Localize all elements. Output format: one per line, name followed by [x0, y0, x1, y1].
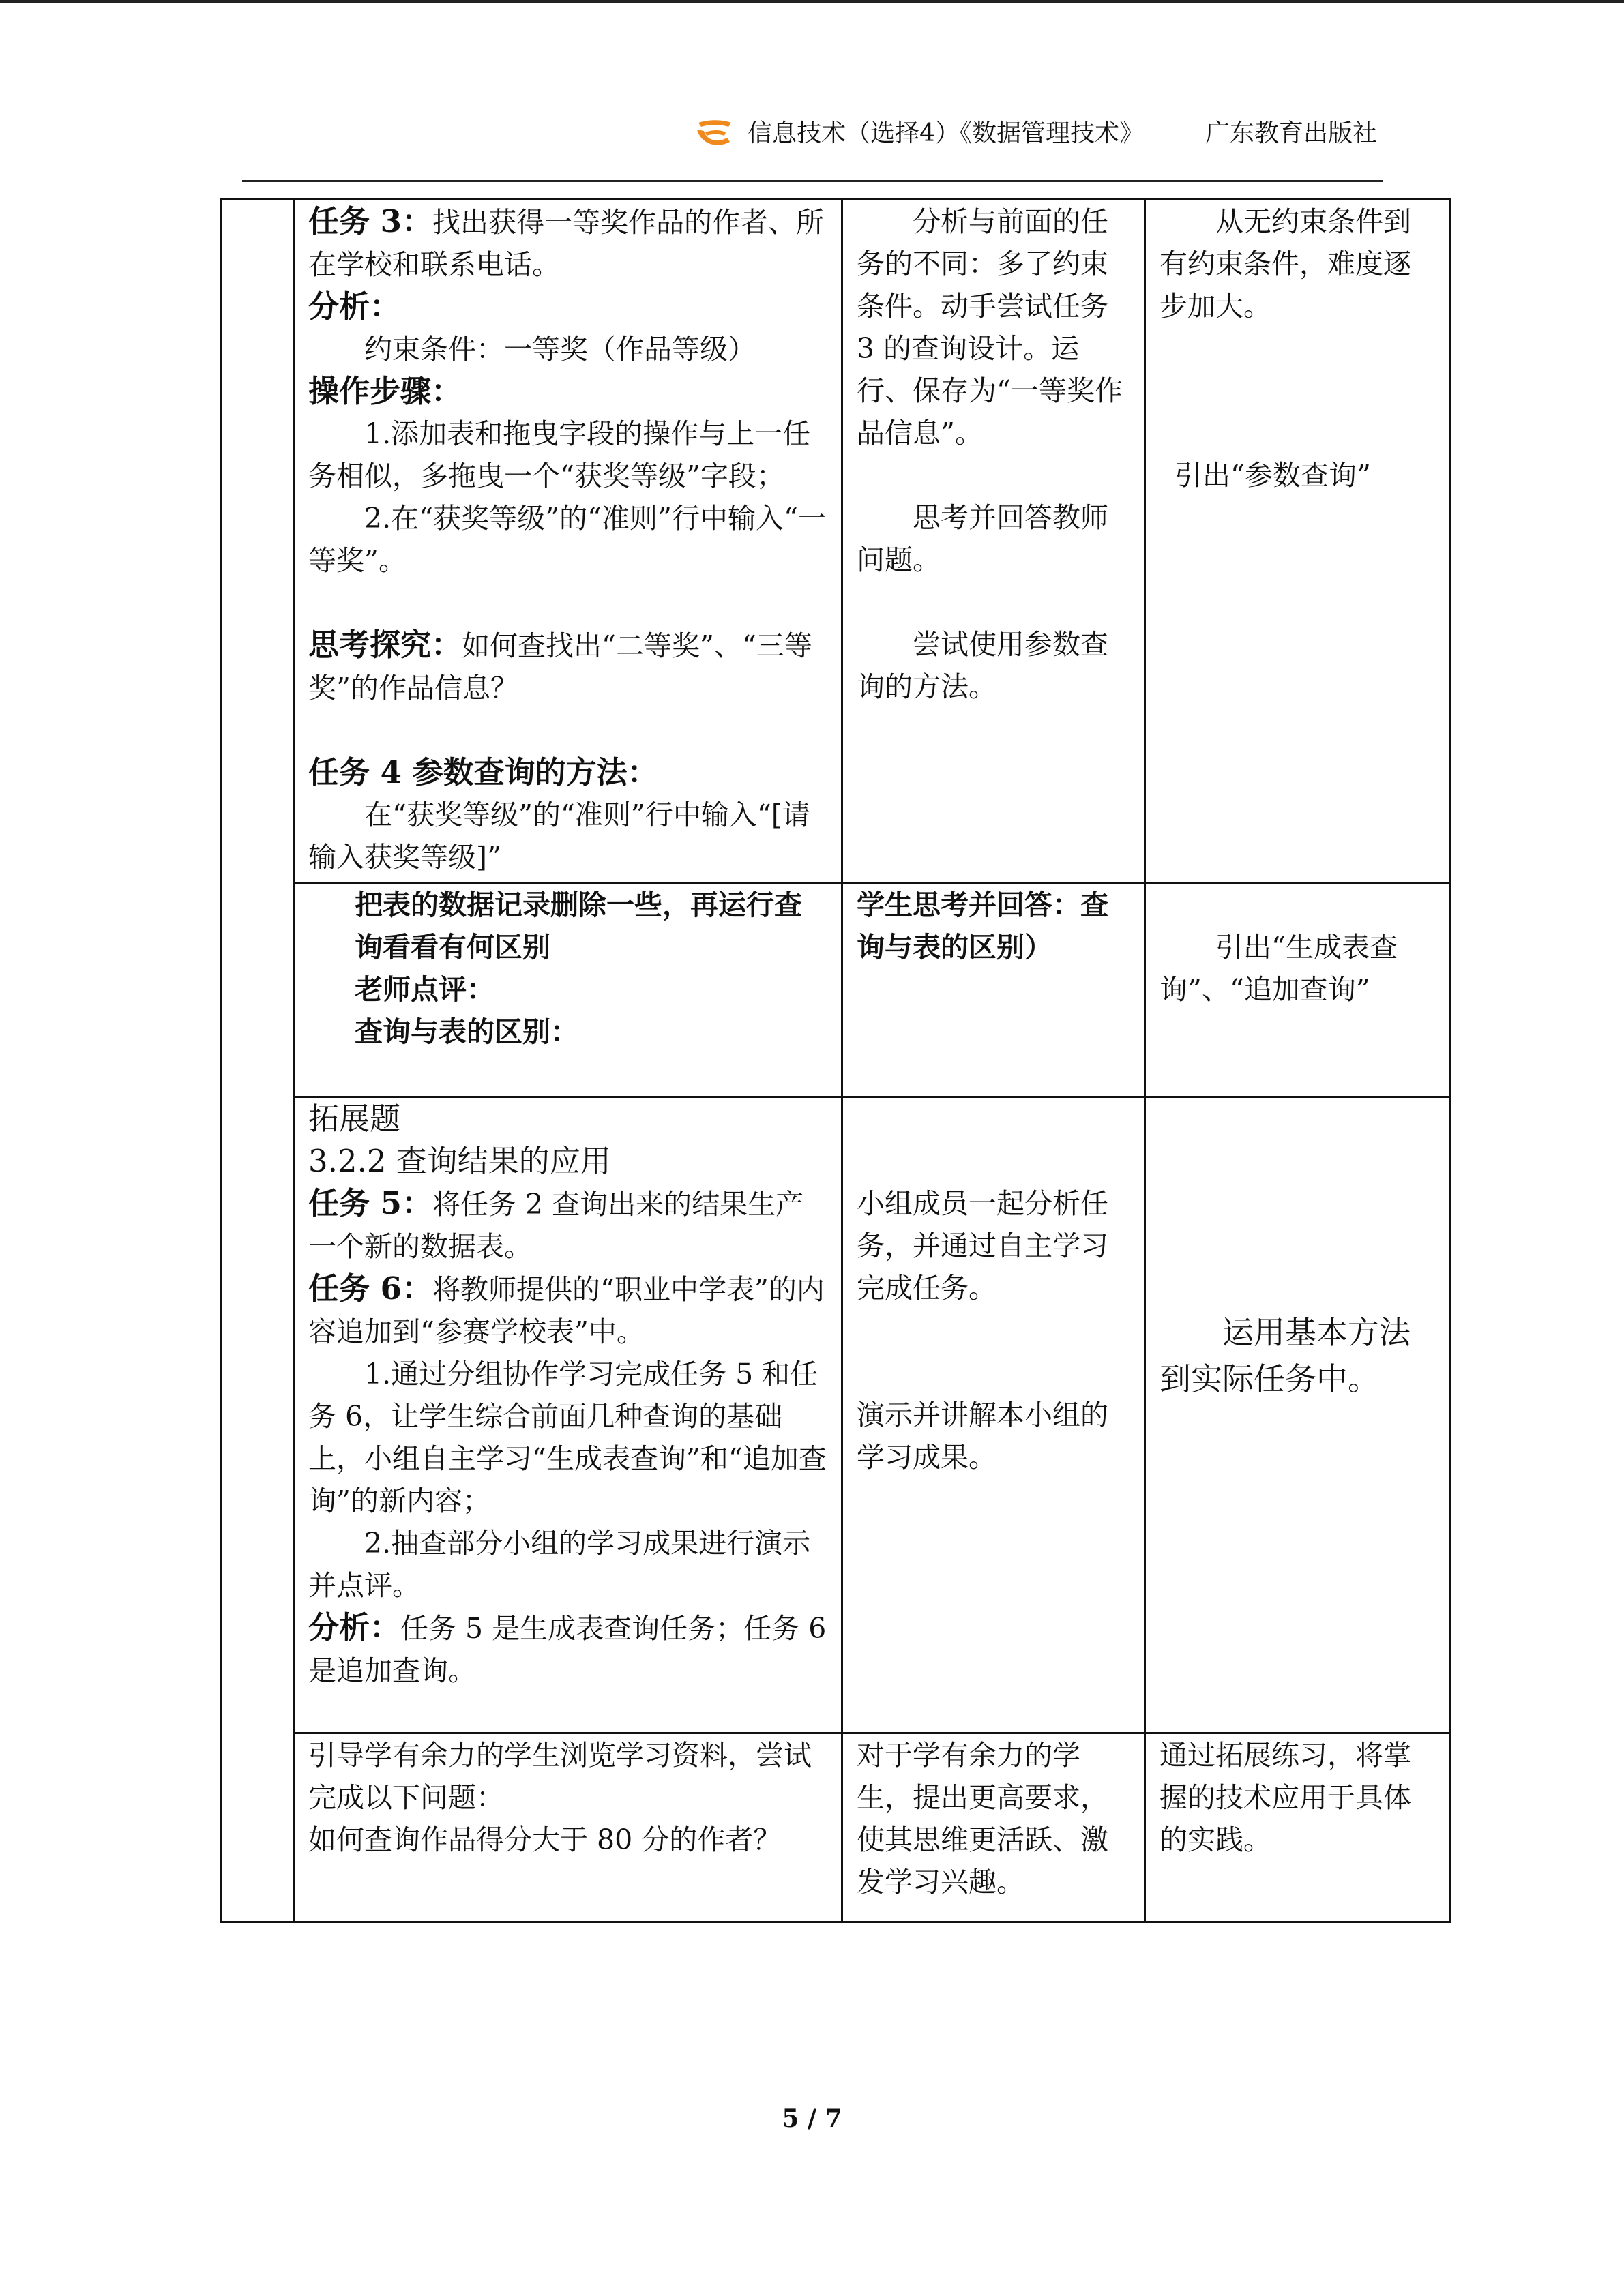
student-activity-cell: 分析与前面的任务的不同：多了约束条件。动手尝试任务 3 的查询设计。运行、保存为“一等奖作品信息”。 思考并回答教师问题。 尝试使用参数查询的方法。 — [842, 200, 1145, 883]
table-row — [221, 1733, 1450, 1922]
design-intent-cell: 运用基本方法到实际任务中。 — [1145, 1097, 1450, 1733]
page-number: 5 / 7 — [782, 2104, 842, 2133]
table-row — [221, 883, 1450, 1097]
teacher-activity-cell: 任务 3：找出获得一等奖作品的作者、所在学校和联系电话。 分析： 约束条件：一等奖（作品等级） 操作步骤： 1.添加表和拖曳字段的操作与上一任务相似，多拖曳一个“获奖等级”字段； 2.在“获奖等级”的“准则”行中输入“一等奖”。 思考探究：如何查找出“二等奖”、“三等奖”的作品信息？ 任务 4 参数查询的方法： 在“获奖等级”的“准则”行中输入“[请输入获奖等级]” — [294, 200, 842, 883]
book-title: 信息技术（选择4）《数据管理技术》 — [748, 119, 1144, 147]
design-intent-cell: 引出“生成表查询”、“追加查询” — [1145, 883, 1450, 1097]
student-activity-cell: 学生思考并回答：查询与表的区别） — [842, 883, 1145, 1097]
lesson-plan-table — [220, 198, 1451, 1923]
student-activity-cell: 对于学有余力的学生，提出更高要求，使其思维更活跃、激发学习兴趣。 — [842, 1733, 1145, 1922]
teacher-activity-cell: 引导学有余力的学生浏览学习资料，尝试完成以下问题： 如何查询作品得分大于 80 分的作者？ — [294, 1733, 842, 1922]
teacher-activity-cell: 把表的数据记录删除一些，再运行查询看看有何区别 老师点评： 查询与表的区别： — [294, 883, 842, 1097]
design-intent-cell: 通过拓展练习，将掌握的技术应用于具体的实践。 — [1145, 1733, 1450, 1922]
stage-cell — [221, 200, 294, 1922]
table-row — [221, 200, 1450, 883]
table-row — [221, 1097, 1450, 1733]
page-header — [242, 112, 1383, 182]
publisher-logo-icon — [694, 117, 734, 150]
design-intent-cell: 从无约束条件到有约束条件，难度逐步加大。 引出“参数查询” — [1145, 200, 1450, 883]
publisher-name: 广东教育出版社 — [1205, 119, 1377, 147]
teacher-activity-cell: 拓展题 3.2.2 查询结果的应用 任务 5：将任务 2 查询出来的结果生产一个新的数据表。 任务 6：将教师提供的“职业中学表”的内容追加到“参赛学校表”中。 1.通过分组协作学习完成任务 5 和任务 6，让学生综合前面几种查询的基础上，小组自主学习“生成表查询”和“追加查询”的新内容； 2.抽查部分小组的学习成果进行演示并点评。 分析：任务 5 是生成表查询任务；任务 6 是追加查询。 — [294, 1097, 842, 1733]
student-activity-cell: 小组成员一起分析任务，并通过自主学习完成任务。 演示并讲解本小组的学习成果。 — [842, 1097, 1145, 1733]
